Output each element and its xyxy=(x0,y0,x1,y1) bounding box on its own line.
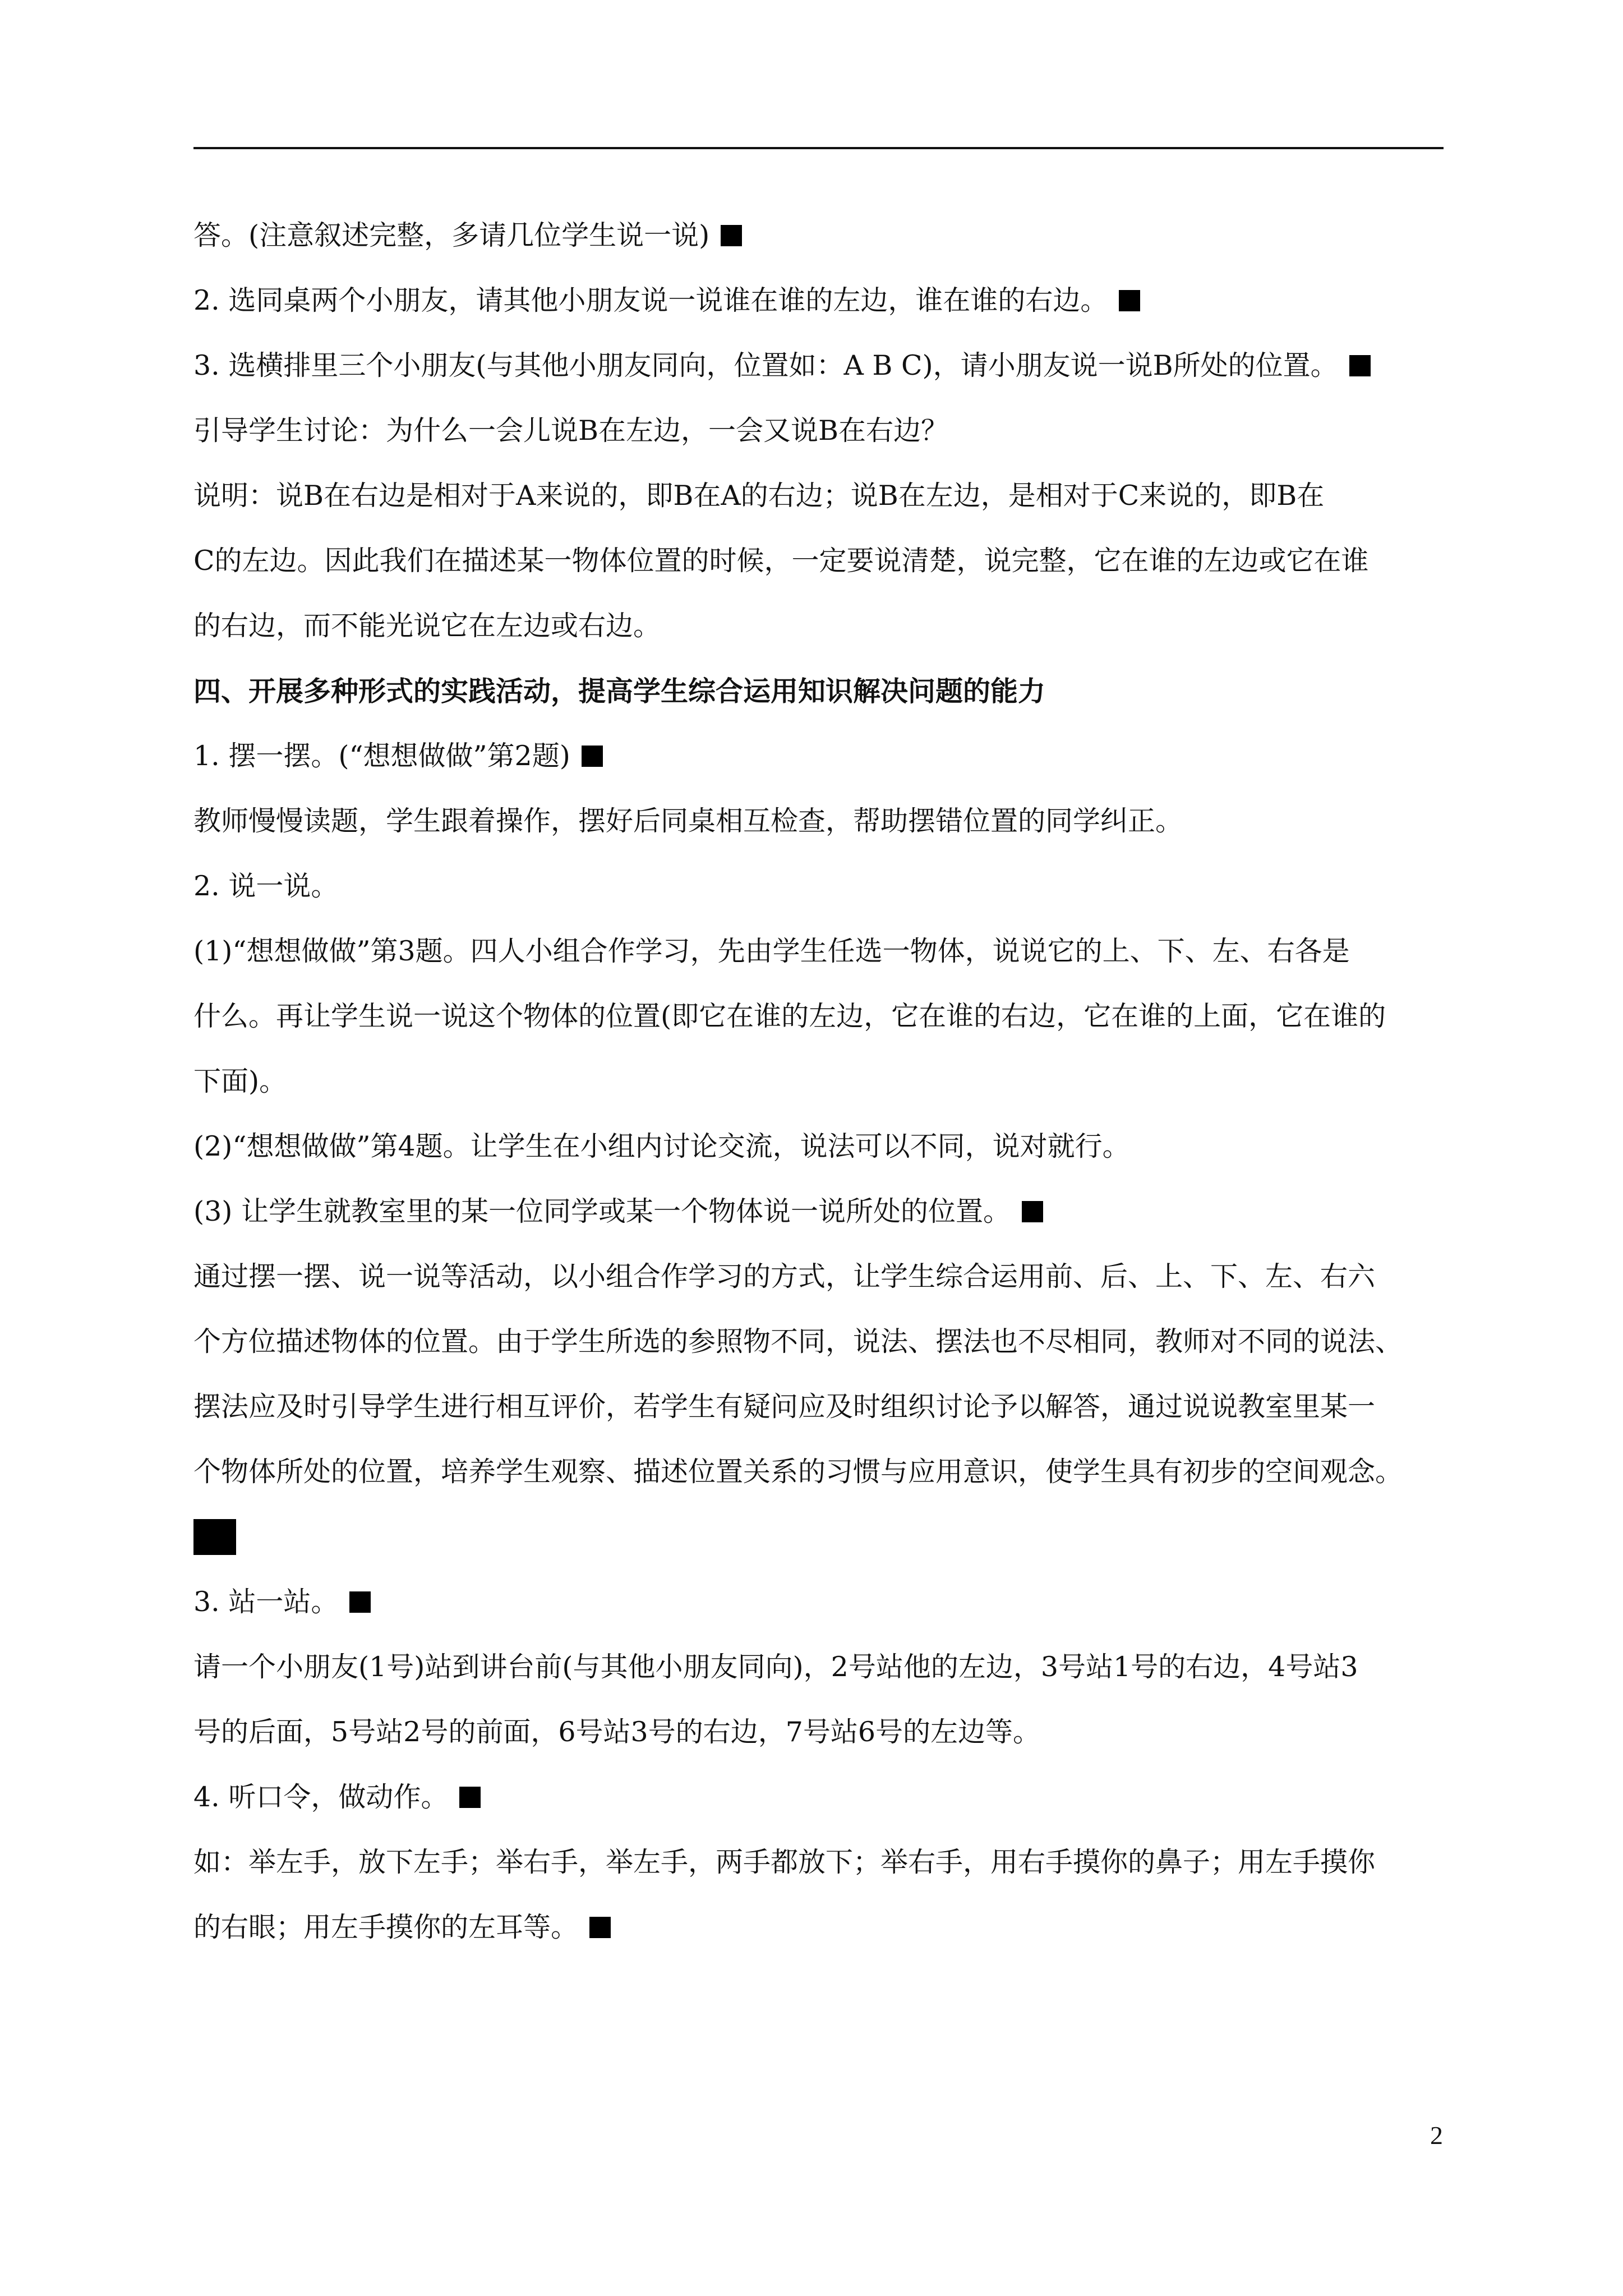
text-line xyxy=(193,333,1444,398)
text-line xyxy=(193,1309,1444,1374)
text-line xyxy=(193,724,1444,789)
text-line xyxy=(193,1244,1444,1309)
line-text: 个物体所处的位置，培养学生观察、描述位置关系的习惯与应用意识，使学生具有初步的空间观念。 xyxy=(193,1456,1403,1488)
text-line xyxy=(193,1114,1444,1179)
block-marker xyxy=(193,1519,236,1555)
text-line xyxy=(193,1895,1444,1960)
line-text: 3. 站一站。 xyxy=(193,1586,339,1618)
line-text: 四、开展多种形式的实践活动，提高学生综合运用知识解决问题的能力 xyxy=(193,675,1046,707)
line-text: 答。(注意叙述完整，多请几位学生说一说) xyxy=(193,219,710,251)
line-text: 2. 说一说。 xyxy=(193,870,339,902)
line-text: 引导学生讨论：为什么一会儿说B在左边，一会又说B在右边？ xyxy=(193,415,949,447)
line-text: 2. 选同桌两个小朋友，请其他小朋友说一说谁在谁的左边，谁在谁的右边。 xyxy=(193,284,1108,316)
line-text: 号的后面，5号站2号的前面，6号站3号的右边，7号站6号的左边等。 xyxy=(193,1716,1041,1748)
line-text: 说明：说B在右边是相对于A来说的，即B在A的右边；说B在左边，是相对于C来说的，即B在 xyxy=(193,480,1325,512)
line-text: 下面)。 xyxy=(193,1065,287,1097)
text-line xyxy=(193,1570,1444,1635)
square-marker-icon xyxy=(589,1917,611,1938)
text-line xyxy=(193,1439,1444,1504)
line-text: 如：举左手，放下左手；举右手，举左手，两手都放下；举右手，用右手摸你的鼻子；用左手摸你 xyxy=(193,1846,1376,1878)
text-line xyxy=(193,1635,1444,1700)
square-marker-icon xyxy=(349,1591,371,1613)
square-marker-icon xyxy=(1349,355,1371,376)
text-line xyxy=(193,1765,1444,1830)
line-text: (2)“想想做做”第4题。让学生在小组内讨论交流，说法可以不同，说对就行。 xyxy=(193,1130,1130,1162)
section-heading xyxy=(193,659,1444,724)
line-text: 的右眼；用左手摸你的左耳等。 xyxy=(193,1911,579,1943)
text-line xyxy=(193,1179,1444,1244)
text-line xyxy=(193,528,1444,593)
text-line xyxy=(193,854,1444,919)
text-line xyxy=(193,919,1444,984)
text-line xyxy=(193,593,1444,659)
line-text: 个方位描述物体的位置。由于学生所选的参照物不同，说法、摆法也不尽相同，教师对不同的说法、 xyxy=(193,1326,1403,1358)
text-line xyxy=(193,1374,1444,1439)
line-text: (3) 让学生就教室里的某一位同学或某一个物体说一说所处的位置。 xyxy=(193,1195,1011,1227)
square-marker-icon xyxy=(459,1787,481,1808)
text-line xyxy=(193,203,1444,268)
square-marker-icon xyxy=(721,225,742,246)
square-marker-icon xyxy=(1119,290,1140,311)
text-line xyxy=(193,268,1444,333)
line-text: 的右边，而不能光说它在左边或右边。 xyxy=(193,610,661,642)
line-text: 4. 听口令，做动作。 xyxy=(193,1781,449,1813)
line-text: 1. 摆一摆。(“想想做做”第2题) xyxy=(193,740,570,772)
text-line xyxy=(193,1049,1444,1114)
page-number: 2 xyxy=(1430,2121,1443,2150)
page-body xyxy=(193,203,1444,1960)
line-text: 摆法应及时引导学生进行相互评价，若学生有疑问应及时组织讨论予以解答，通过说说教室里某一 xyxy=(193,1391,1376,1423)
header-rule xyxy=(193,147,1444,149)
line-text: C的左边。因此我们在描述某一物体位置的时候，一定要说清楚，说完整，它在谁的左边或它在谁 xyxy=(193,545,1369,577)
text-line xyxy=(193,789,1444,854)
text-line xyxy=(193,1700,1444,1765)
line-text: 教师慢慢读题，学生跟着操作，摆好后同桌相互检查，帮助摆错位置的同学纠正。 xyxy=(193,805,1183,837)
line-text: 请一个小朋友(1号)站到讲台前(与其他小朋友同向)，2号站他的左边，3号站1号的右边，4号站3 xyxy=(193,1651,1358,1683)
line-text: 什么。再让学生说一说这个物体的位置(即它在谁的左边，它在谁的右边，它在谁的上面，它在谁的 xyxy=(193,1000,1386,1032)
text-line xyxy=(193,463,1444,528)
text-line xyxy=(193,1830,1444,1895)
line-text: 3. 选横排里三个小朋友(与其他小朋友同向，位置如：A B C)，请小朋友说一说B所处的位置。 xyxy=(193,349,1338,381)
line-text: 通过摆一摆、说一说等活动，以小组合作学习的方式，让学生综合运用前、后、上、下、左、右六 xyxy=(193,1260,1376,1292)
text-line xyxy=(193,398,1444,463)
line-text: (1)“想想做做”第3题。四人小组合作学习，先由学生任选一物体，说说它的上、下、左、右各是 xyxy=(193,935,1350,967)
square-marker-icon xyxy=(582,746,603,767)
square-marker-icon xyxy=(1022,1201,1043,1222)
text-line xyxy=(193,984,1444,1049)
